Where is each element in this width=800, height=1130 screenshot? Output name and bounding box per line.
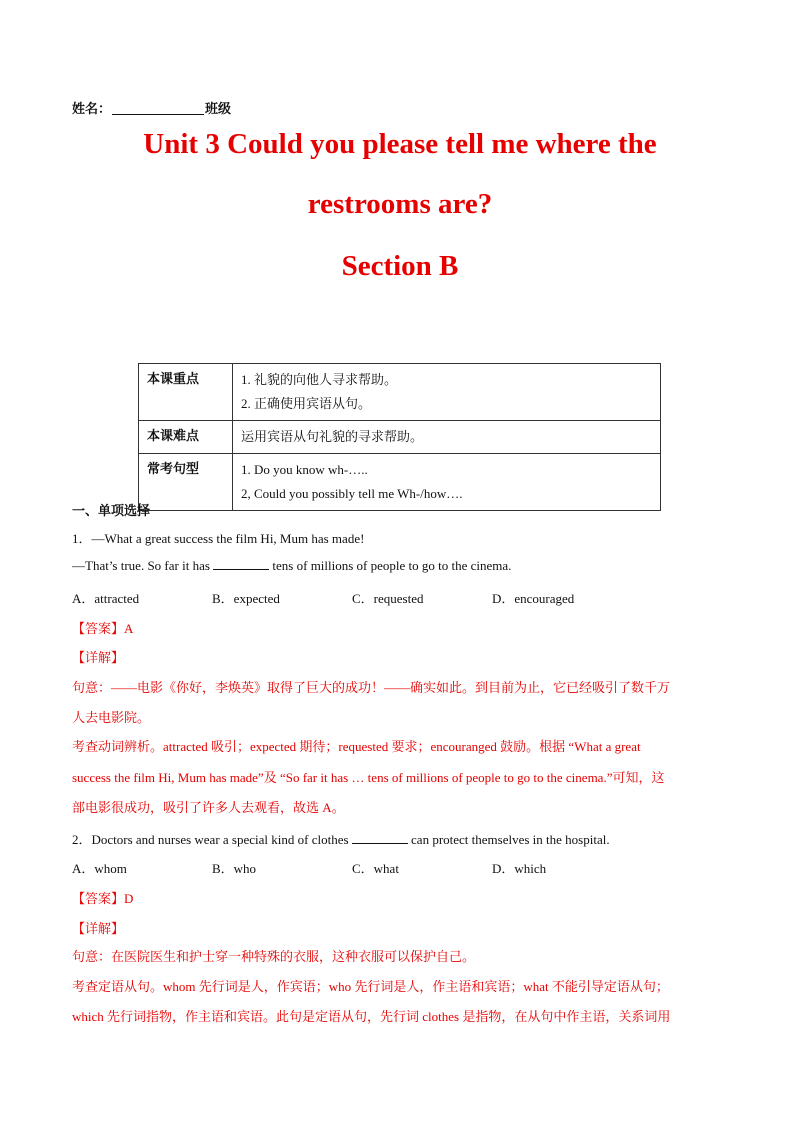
sentence-item-2: 2, Could you possibly tell me Wh-/how…. — [241, 486, 463, 501]
class-label: 班级 — [205, 101, 232, 116]
q1-explanation-1: 句意：——电影《你好，李焕英》取得了巨大的成功！——确实如此。到目前为止，它已经吸引了数千万 — [72, 680, 671, 695]
q2-option-d[interactable]: D．which — [492, 861, 547, 876]
q2-explanation-3: which 先行词指物，作主语和宾语。此句是定语从句，先行词 clothes 是指物，在从句中作主语，关系词用 — [72, 1009, 671, 1024]
q1-reply-pre: —That’s true. So far it has — [72, 558, 214, 573]
q2-stem-post: can protect themselves in the hospital. — [407, 832, 610, 847]
q1-explanation-4: success the film Hi, Mum has made”及 “So far it has … tens of millions of people to go to the cinema.”可知，这 — [72, 770, 665, 785]
title-line-3: Section B — [341, 250, 459, 282]
q1-reply — [72, 558, 511, 574]
focus-cell — [233, 364, 661, 421]
q2-stem-pre: 2．Doctors and nurses wear a special kind of clothes — [72, 832, 352, 847]
sentence-cell — [233, 454, 661, 511]
name-blank[interactable] — [112, 102, 204, 115]
title-line-2: restrooms are? — [307, 188, 493, 220]
q2-option-c[interactable]: C．what — [352, 861, 399, 876]
q1-explanation-3: 考查动词辨析。attracted 吸引；expected 期待；requested 要求；encouranged 鼓励。根据 “What a great — [72, 739, 641, 754]
q1-stem: 1．—What a great success the film Hi, Mum has made! — [72, 531, 365, 546]
focus-item-2: 2. 正确使用宾语从句。 — [241, 396, 372, 411]
name-label: 姓名： — [72, 101, 112, 116]
difficulty-text: 运用宾语从句礼貌的寻求帮助。 — [241, 429, 424, 444]
table-row — [139, 454, 661, 511]
table-row — [139, 421, 661, 454]
q1-option-b[interactable]: B．expected — [212, 591, 280, 606]
q1-option-d[interactable]: D．encouraged — [492, 591, 575, 606]
q2-answer: 【答案】D — [72, 891, 134, 906]
q1-option-c[interactable]: C．requested — [352, 591, 424, 606]
q2-detail-label: 【详解】 — [72, 921, 125, 936]
q1-blank[interactable] — [213, 559, 269, 570]
name-class-line — [72, 98, 231, 117]
q1-option-a[interactable]: A．attracted — [72, 591, 140, 606]
key-points-table — [138, 363, 661, 511]
q2-stem — [72, 829, 610, 848]
q1-explanation-2: 人去电影院。 — [72, 710, 151, 725]
q2-explanation-2: 考查定语从句。whom 先行词是人，作宾语；who 先行词是人，作主语和宾语；what 不能引导定语从句； — [72, 979, 669, 994]
difficulty-cell — [233, 421, 661, 454]
focus-label: 本课重点 — [139, 364, 233, 421]
focus-item-1: 1. 礼貌的向他人寻求帮助。 — [241, 372, 398, 387]
q1-explanation-5: 部电影很成功，吸引了许多人去观看，故选 A。 — [72, 800, 345, 815]
q1-detail-label: 【详解】 — [72, 650, 125, 665]
q2-option-b[interactable]: B．who — [212, 861, 257, 876]
table-row — [139, 364, 661, 421]
section-title: 一、单项选择 — [72, 503, 151, 518]
q2-explanation-1: 句意：在医院医生和护士穿一种特殊的衣服，这种衣服可以保护自己。 — [72, 949, 476, 964]
sentence-label: 常考句型 — [139, 454, 233, 511]
q2-blank[interactable] — [352, 833, 408, 844]
title-line-1: Unit 3 Could you please tell me where the — [143, 128, 657, 160]
q1-reply-post: tens of millions of people to go to the cinema. — [269, 558, 512, 573]
q2-option-a[interactable]: A．whom — [72, 861, 127, 876]
difficulty-label: 本课难点 — [139, 421, 233, 454]
q1-answer: 【答案】A — [72, 621, 134, 636]
sentence-item-1: 1. Do you know wh-….. — [241, 462, 368, 477]
